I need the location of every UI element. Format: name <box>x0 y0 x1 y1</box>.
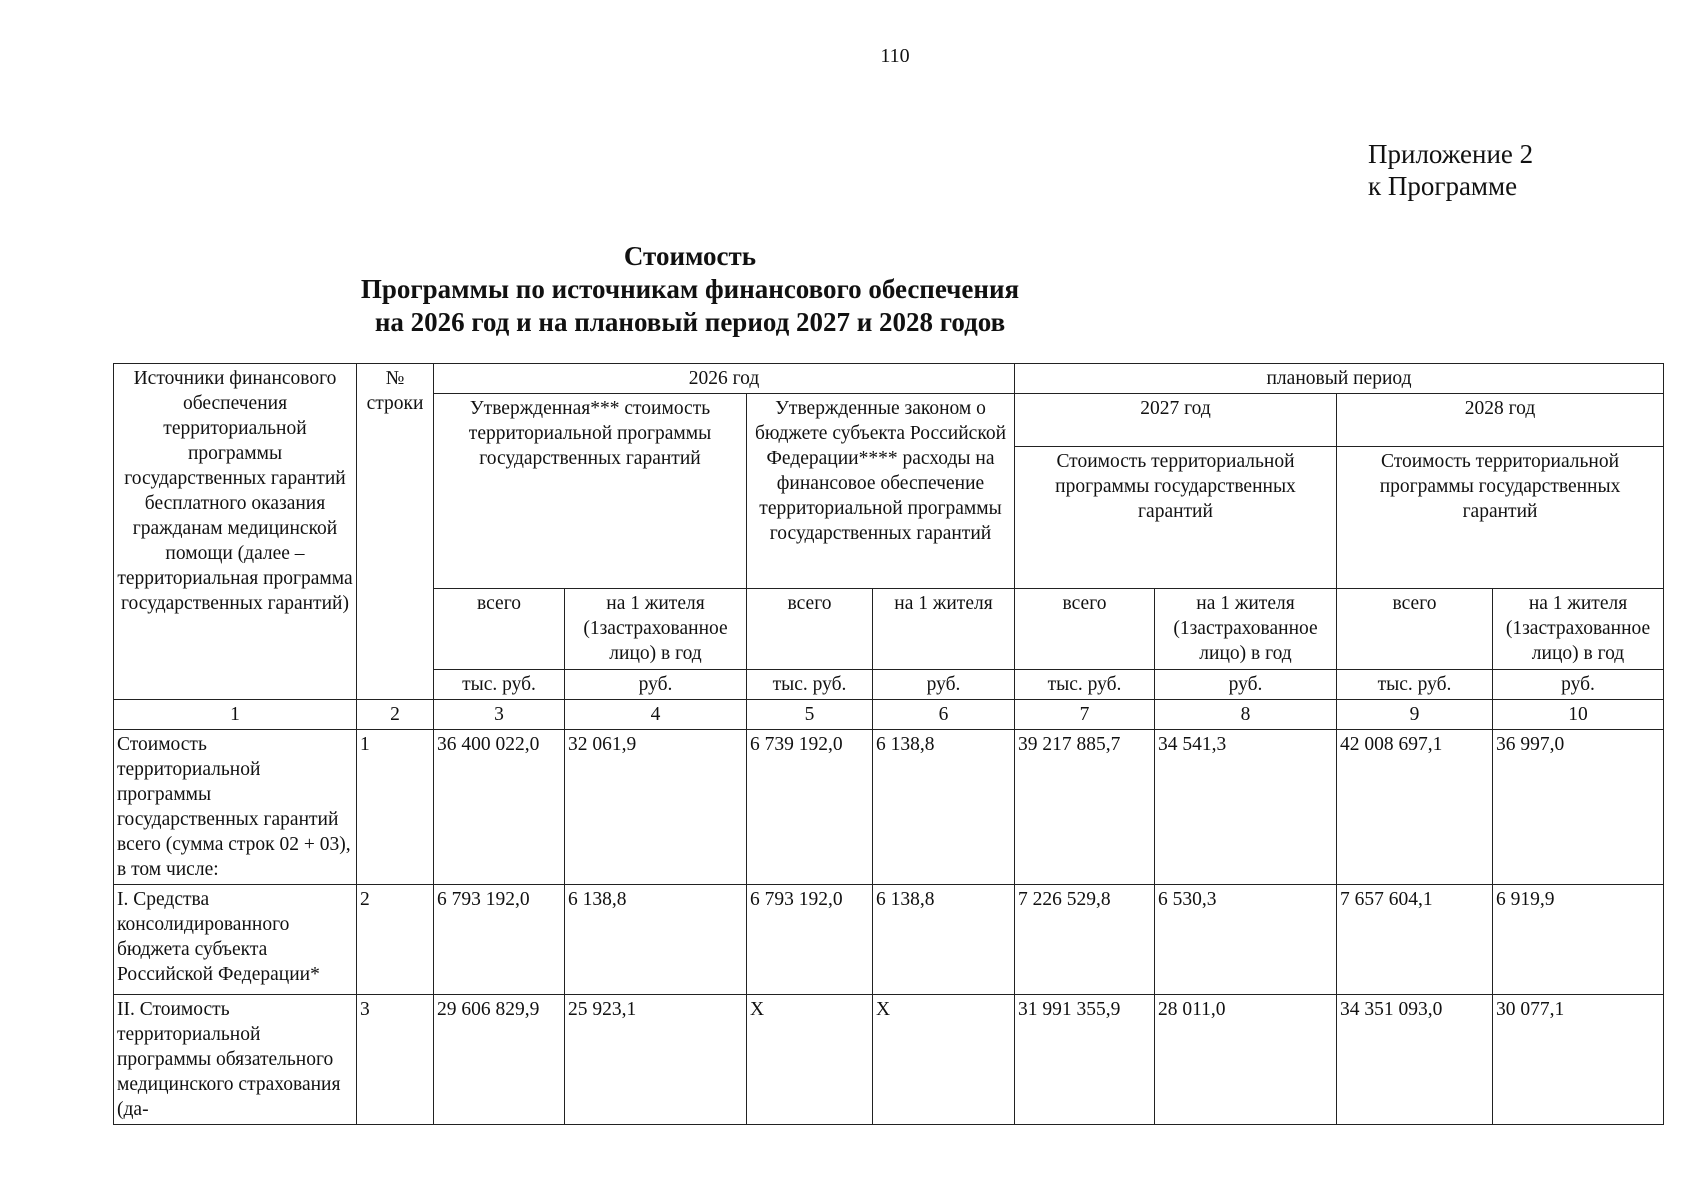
table-cell: 29 606 829,9 <box>434 995 565 1125</box>
column-number: 3 <box>434 700 565 730</box>
title-line-3: на 2026 год и на плановый период 2027 и 2028 годов <box>374 307 1006 337</box>
header-row-number: № строки <box>357 364 434 700</box>
unit-rub: руб. <box>1493 670 1664 700</box>
header-cost-2028: Стоимость территориальной программы государственных гарантий <box>1337 447 1664 589</box>
title-line-1: Стоимость <box>623 241 757 271</box>
table-cell: 42 008 697,1 <box>1337 730 1493 885</box>
column-number: 4 <box>565 700 747 730</box>
table-cell: 34 541,3 <box>1155 730 1337 885</box>
table-cell: 32 061,9 <box>565 730 747 885</box>
table-cell: 30 077,1 <box>1493 995 1664 1125</box>
table-cell: 6 919,9 <box>1493 885 1664 995</box>
column-number: 7 <box>1015 700 1155 730</box>
table-cell: 6 138,8 <box>873 730 1015 885</box>
table-cell: 6 793 192,0 <box>747 885 873 995</box>
header-year-2026: 2026 год <box>434 364 1015 394</box>
header-planned-period: плановый период <box>1015 364 1664 394</box>
header-total-law: всего <box>747 589 873 670</box>
header-per-insured-2026: на 1 жителя (1застрахованное лицо) в год <box>565 589 747 670</box>
table-cell: 7 657 604,1 <box>1337 885 1493 995</box>
appendix-note <box>1368 138 1533 202</box>
table-cell: 6 739 192,0 <box>747 730 873 885</box>
header-total-2028: всего <box>1337 589 1493 670</box>
table-cell: 6 138,8 <box>873 885 1015 995</box>
table-cell: 6 138,8 <box>565 885 747 995</box>
appendix-line-1: Приложение 2 <box>1368 139 1534 169</box>
header-total-2027: всего <box>1015 589 1155 670</box>
column-number: 1 <box>114 700 357 730</box>
table-cell: 36 400 022,0 <box>434 730 565 885</box>
table-cell: 7 226 529,8 <box>1015 885 1155 995</box>
row-number: 2 <box>357 885 434 995</box>
document-title <box>0 240 1380 339</box>
unit-thousand: тыс. руб. <box>747 670 873 700</box>
unit-rub: руб. <box>1155 670 1337 700</box>
table-row <box>114 730 1664 885</box>
header-source: Источники финансового обеспечения территориальной программы государственных гарантий бесплатного оказания гражданам медицинской помощи (далее – территориальная программа государственных гарантий) <box>114 364 357 700</box>
header-total-2026: всего <box>434 589 565 670</box>
table-row <box>114 885 1664 995</box>
header-approved-by-law: Утвержденные законом о бюджете субъекта Российской Федерации**** расходы на финансовое обеспечение территориальной программы государственных гарантий <box>747 394 1015 589</box>
title-line-2: Программы по источникам финансового обеспечения <box>360 274 1020 304</box>
column-number: 2 <box>357 700 434 730</box>
row-number: 1 <box>357 730 434 885</box>
column-number: 8 <box>1155 700 1337 730</box>
row-label: I. Средства консолидированного бюджета субъекта Российской Федерации* <box>114 885 357 995</box>
column-number: 10 <box>1493 700 1664 730</box>
appendix-line-2: к Программе <box>1368 171 1518 201</box>
row-label: II. Стоимость территориальной программы обязательного медицинского страхования (да- <box>114 995 357 1125</box>
header-row-1 <box>114 364 1664 394</box>
unit-rub: руб. <box>873 670 1015 700</box>
table-cell: X <box>873 995 1015 1125</box>
header-cost-2027: Стоимость территориальной программы государственных гарантий <box>1015 447 1337 589</box>
table-cell: 6 793 192,0 <box>434 885 565 995</box>
cost-table <box>113 363 1664 1125</box>
header-year-2028: 2028 год <box>1337 394 1664 447</box>
table-cell: 34 351 093,0 <box>1337 995 1493 1125</box>
row-number: 3 <box>357 995 434 1125</box>
unit-thousand: тыс. руб. <box>434 670 565 700</box>
page-number: 110 <box>880 45 910 67</box>
table-cell: 39 217 885,7 <box>1015 730 1155 885</box>
unit-thousand: тыс. руб. <box>1337 670 1493 700</box>
header-per-insured-2027: на 1 жителя (1застрахованное лицо) в год <box>1155 589 1337 670</box>
table-cell: 25 923,1 <box>565 995 747 1125</box>
table-cell: X <box>747 995 873 1125</box>
unit-rub: руб. <box>565 670 747 700</box>
column-number: 6 <box>873 700 1015 730</box>
header-per-resident-law: на 1 жителя <box>873 589 1015 670</box>
unit-thousand: тыс. руб. <box>1015 670 1155 700</box>
column-number: 5 <box>747 700 873 730</box>
table-cell: 28 011,0 <box>1155 995 1337 1125</box>
header-per-insured-2028: на 1 жителя (1застрахованное лицо) в год <box>1493 589 1664 670</box>
table-cell: 31 991 355,9 <box>1015 995 1155 1125</box>
table-cell: 36 997,0 <box>1493 730 1664 885</box>
column-number: 9 <box>1337 700 1493 730</box>
table-cell: 6 530,3 <box>1155 885 1337 995</box>
header-approved-cost: Утвержденная*** стоимость территориальной программы государственных гарантий <box>434 394 747 589</box>
column-numbers-row <box>114 700 1664 730</box>
table-row <box>114 995 1664 1125</box>
header-year-2027: 2027 год <box>1015 394 1337 447</box>
row-label: Стоимость территориальной программы государственных гарантий всего (сумма строк 02 + 03), в том числе: <box>114 730 357 885</box>
